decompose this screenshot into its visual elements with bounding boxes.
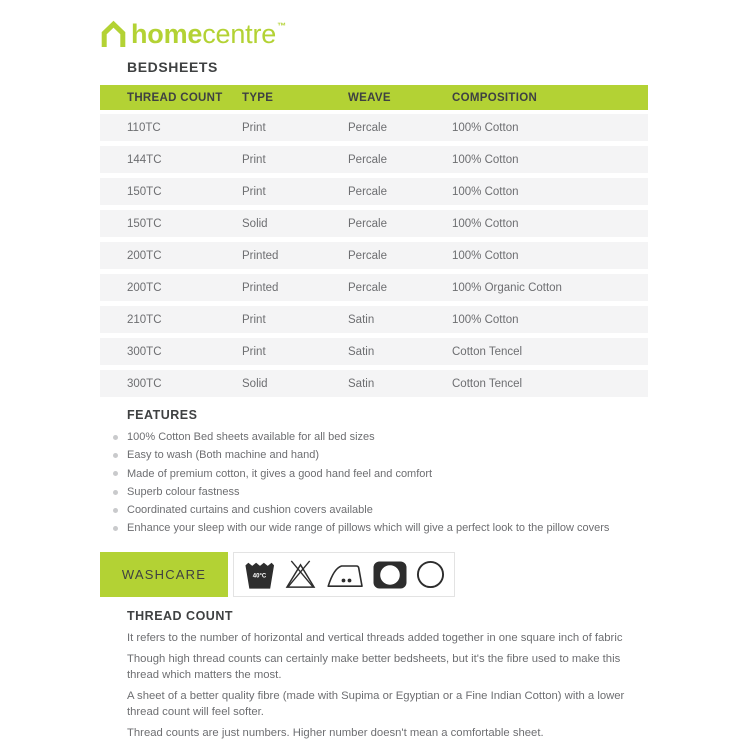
iron-medium-heat-icon (326, 561, 364, 589)
thread-count-paragraph: It refers to the number of horizontal and vertical threads added together in one square inch of fabric (127, 632, 623, 644)
dry-clean-icon (416, 560, 445, 589)
wash-40-icon (244, 560, 275, 590)
table-row (100, 178, 648, 205)
table-row (100, 306, 648, 333)
cell-weave: Satin (348, 345, 375, 358)
cell-composition: 100% Organic Cotton (452, 281, 562, 294)
feature-item (100, 522, 648, 535)
cell-composition: 100% Cotton (452, 185, 519, 198)
cell-weave: Satin (348, 377, 375, 390)
cell-weave: Percale (348, 249, 387, 262)
thread-count-title: THREAD COUNT (127, 609, 233, 623)
feature-text: Made of premium cotton, it gives a good hand feel and comfort (127, 467, 433, 480)
header-thread-count: THREAD COUNT (127, 91, 223, 104)
svg-text:40°C: 40°C (252, 572, 266, 579)
bullet-icon (113, 435, 118, 440)
cell-composition: 100% Cotton (452, 153, 519, 166)
cell-thread-count: 110TC (127, 121, 161, 134)
features-title: FEATURES (127, 408, 198, 422)
feature-item (100, 486, 648, 499)
cell-weave: Percale (348, 281, 387, 294)
feature-item (100, 468, 648, 481)
thread-count-paragraph: Thread counts are just numbers. Higher number doesn't mean a comfortable sheet. (127, 726, 544, 739)
cell-weave: Percale (348, 185, 387, 198)
feature-text: Superb colour fastness (127, 485, 240, 498)
brand-logo (101, 13, 286, 47)
spec-table-body (100, 114, 648, 397)
cell-thread-count: 210TC (127, 313, 162, 326)
cell-thread-count: 200TC (127, 249, 162, 262)
feature-text: Easy to wash (Both machine and hand) (127, 449, 320, 462)
thread-count-paragraphs (127, 630, 648, 741)
header-weave: WEAVE (348, 91, 391, 104)
cell-thread-count: 300TC (127, 345, 162, 358)
cell-type: Solid (242, 217, 268, 230)
cell-type: Print (242, 121, 266, 134)
cell-weave: Satin (348, 313, 375, 326)
page-title: BEDSHEETS (127, 59, 218, 75)
table-row (100, 210, 648, 237)
feature-item (100, 449, 648, 462)
cell-type: Printed (242, 281, 279, 294)
table-row (100, 242, 648, 269)
table-row (100, 370, 648, 397)
cell-type: Print (242, 153, 266, 166)
logo-trademark: ™ (277, 21, 286, 31)
bullet-icon (113, 471, 118, 476)
cell-composition: 100% Cotton (452, 217, 519, 230)
feature-text: Enhance your sleep with our wide range of pillows which will give a perfect look to the pillow covers (127, 522, 610, 535)
logo-text (131, 13, 286, 47)
cell-type: Print (242, 345, 266, 358)
cell-weave: Percale (348, 121, 387, 134)
feature-item (100, 504, 648, 517)
cell-thread-count: 144TC (127, 153, 162, 166)
features-section (100, 408, 648, 541)
feature-text: 100% Cotton Bed sheets available for all bed sizes (127, 431, 375, 443)
thread-count-paragraph: Though high thread counts can certainly make better bedsheets, but it's the fibre used to make this thread which matters the most. (127, 652, 621, 681)
cell-type: Print (242, 313, 266, 326)
do-not-bleach-icon (284, 559, 317, 590)
table-row (100, 114, 648, 141)
bullet-icon (113, 490, 118, 495)
bullet-icon (113, 508, 118, 513)
logo-centre-text: centre (202, 19, 277, 49)
feature-text: Coordinated curtains and cushion covers available (127, 504, 373, 517)
washcare-label: WASHCARE (100, 552, 228, 597)
cell-composition: Cotton Tencel (452, 377, 523, 390)
cell-composition: Cotton Tencel (452, 345, 523, 358)
bullet-icon (113, 453, 118, 458)
washcare-icons-box (233, 552, 455, 597)
cell-composition: 100% Cotton (452, 313, 519, 326)
spec-table-header (100, 85, 648, 110)
cell-composition: 100% Cotton (452, 249, 519, 262)
cell-weave: Percale (348, 217, 387, 230)
table-row (100, 146, 648, 173)
spec-table (100, 85, 648, 402)
home-icon (101, 20, 126, 47)
cell-type: Printed (242, 249, 279, 262)
thread-count-paragraph: A sheet of a better quality fibre (made with Supima or Egyptian or a Fine Indian Cotton) with a lower thread count will feel softer. (127, 689, 625, 718)
tumble-dry-icon (373, 561, 407, 589)
cell-thread-count: 200TC (127, 281, 162, 294)
header-type: TYPE (242, 91, 274, 104)
cell-thread-count: 150TC (127, 185, 162, 198)
table-row (100, 338, 648, 365)
table-row (100, 274, 648, 301)
cell-thread-count: 300TC (127, 377, 162, 390)
thread-count-section (100, 609, 648, 745)
cell-weave: Percale (348, 153, 387, 166)
bullet-icon (113, 526, 118, 531)
cell-thread-count: 150TC (127, 217, 162, 230)
header-composition: COMPOSITION (452, 91, 538, 104)
cell-type: Solid (242, 377, 268, 390)
logo-home-text: home (131, 19, 203, 49)
cell-type: Print (242, 185, 266, 198)
features-list (100, 431, 648, 535)
washcare-section (100, 552, 455, 597)
cell-composition: 100% Cotton (452, 121, 519, 134)
feature-item (100, 431, 648, 444)
